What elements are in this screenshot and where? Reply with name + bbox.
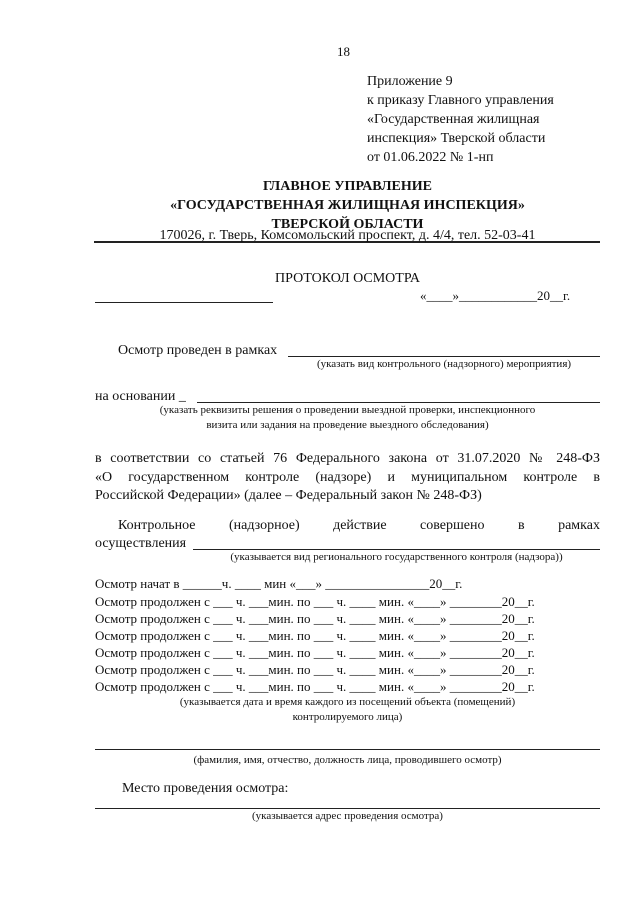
- action-word: действие: [333, 518, 387, 533]
- org-address: 170026, г. Тверь, Комсомольский проспект, д. 4/4, тел. 52-03-41: [159, 228, 536, 243]
- basis-hint: визита или задания на проведение выездного обследования): [206, 419, 489, 431]
- action-line2: осуществления: [95, 536, 187, 551]
- place-blank-line: [95, 808, 600, 809]
- schedule-row: Осмотр продолжен с ___ ч. ___мин. по ___ ч. ____ мин. «____» ________20__г.: [95, 645, 535, 660]
- date-line: «____»____________20__г.: [420, 288, 571, 303]
- document-title: ПРОТОКОЛ ОСМОТРА: [275, 271, 420, 286]
- basis-label: на основании _: [95, 389, 186, 404]
- place-blank-line: [95, 302, 273, 303]
- frame-hint: (указать вид контрольного (надзорного) мероприятия): [316, 358, 572, 370]
- appendix-line: инспекция» Тверской области: [367, 131, 546, 146]
- action-word: Контрольное: [118, 518, 196, 533]
- org-line: ГЛАВНОЕ УПРАВЛЕНИЕ: [262, 179, 433, 194]
- official-blank-line: [95, 749, 600, 750]
- law-line: Российской Федерации» (далее – Федеральный закон № 248-ФЗ): [95, 488, 482, 503]
- place-label: Место проведения осмотра:: [122, 781, 289, 796]
- basis-hint: (указать реквизиты решения о проведении выездной проверки, инспекционного: [159, 404, 536, 416]
- law-line: в соответствии со статьей 76 Федерального закона от 31.07.2020 № 248-ФЗ: [95, 451, 600, 466]
- action-blank-line: [193, 549, 600, 550]
- schedule-start: Осмотр начат в ______ч. ____ мин «___» ________________20__г.: [95, 576, 463, 591]
- schedule-hint: контролируемого лица): [292, 711, 403, 723]
- frame-label: Осмотр проведен в рамках: [118, 343, 278, 358]
- schedule-row: Осмотр продолжен с ___ ч. ___мин. по ___ ч. ____ мин. «____» ________20__г.: [95, 662, 535, 677]
- appendix-line: от 01.06.2022 № 1-нп: [367, 150, 494, 165]
- schedule-row: Осмотр продолжен с ___ ч. ___мин. по ___ ч. ____ мин. «____» ________20__г.: [95, 611, 535, 626]
- org-line: ТВЕРСКОЙ ОБЛАСТИ: [271, 217, 424, 232]
- law-line: «О государственном контроле (надзоре) и муниципальном контроле в: [95, 470, 600, 485]
- frame-blank-line: [288, 356, 600, 357]
- basis-blank-line: [197, 402, 600, 403]
- appendix-line: Приложение 9: [367, 74, 453, 89]
- official-hint: (фамилия, имя, отчество, должность лица, проводившего осмотр): [193, 754, 502, 766]
- schedule-row: Осмотр продолжен с ___ ч. ___мин. по ___ ч. ____ мин. «____» ________20__г.: [95, 679, 535, 694]
- action-hint: (указывается вид регионального государственного контроля (надзора)): [230, 551, 563, 563]
- action-word: совершено: [420, 518, 485, 533]
- place-hint: (указывается адрес проведения осмотра): [252, 810, 443, 822]
- schedule-hint: (указывается дата и время каждого из посещений объекта (помещений): [179, 696, 516, 708]
- action-word: в: [517, 518, 525, 533]
- action-word: (надзорное): [228, 518, 300, 533]
- schedule-row: Осмотр продолжен с ___ ч. ___мин. по ___ ч. ____ мин. «____» ________20__г.: [95, 628, 535, 643]
- schedule-row: Осмотр продолжен с ___ ч. ___мин. по ___ ч. ____ мин. «____» ________20__г.: [95, 594, 535, 609]
- appendix-line: к приказу Главного управления: [367, 93, 554, 108]
- org-line: «ГОСУДАРСТВЕННАЯ ЖИЛИЩНАЯ ИНСПЕКЦИЯ»: [170, 198, 525, 213]
- action-word: рамках: [558, 518, 600, 533]
- action-line: [95, 518, 600, 534]
- appendix-line: «Государственная жилищная: [367, 112, 540, 127]
- page-number: 18: [337, 44, 350, 59]
